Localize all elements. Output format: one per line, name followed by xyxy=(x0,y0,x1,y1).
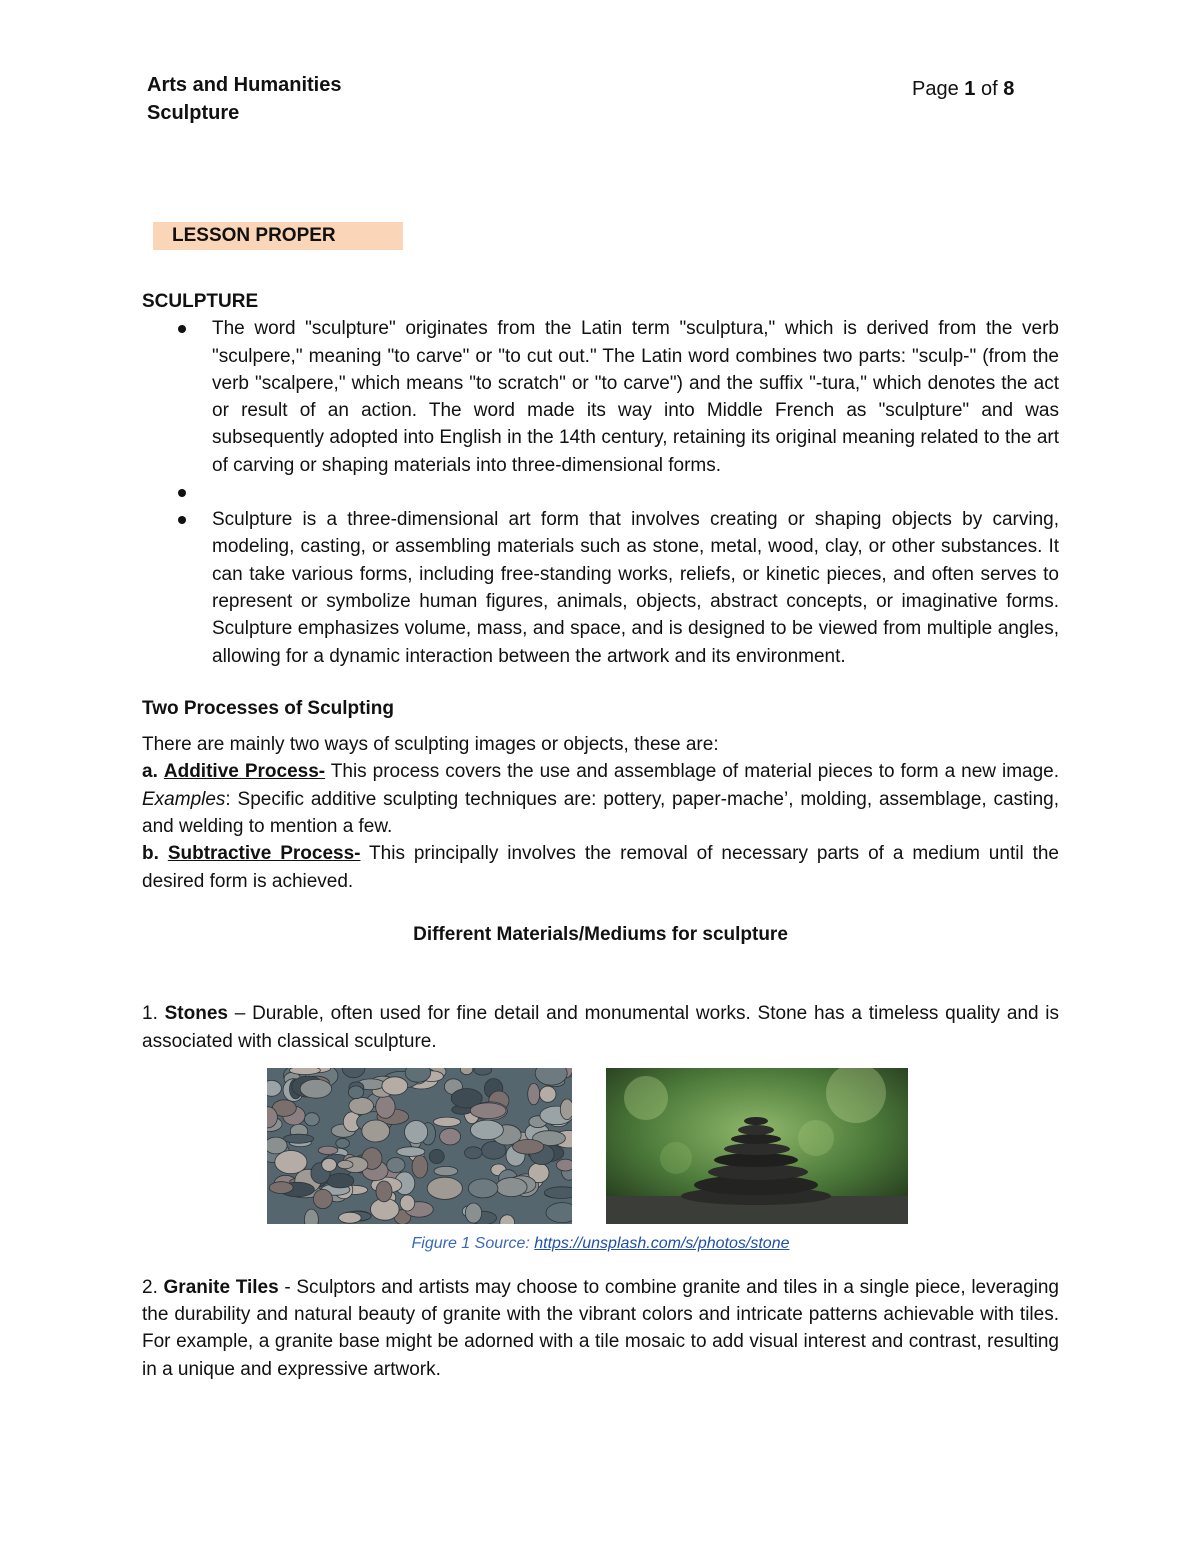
materials-title: Different Materials/Mediums for sculpture xyxy=(413,923,788,945)
additive-term: Additive Process- xyxy=(163,761,326,783)
lesson-proper-banner: LESSON PROPER xyxy=(153,222,403,250)
caption-link[interactable]: https://unsplash.com/s/photos/stone xyxy=(534,1234,790,1252)
subtractive-term: Subtractive Process- xyxy=(167,843,361,865)
subtractive-prefix: b. xyxy=(142,843,159,865)
subtractive-text: This principally involves the removal of necessary parts of a medium until the desired form is achieved. xyxy=(142,843,1059,892)
stone-cairn-image xyxy=(606,1068,908,1224)
material-granite-tiles xyxy=(142,1274,1059,1383)
granite-term: Granite Tiles xyxy=(163,1276,279,1298)
bullet-list xyxy=(142,315,1059,670)
bullet-etymology: The word "sculpture" originates from the Latin term "sculptura," which is derived from the verb "sculpere," meaning "to carve" or "to cut out." The Latin word combines two parts: "sculp-" (from the verb "scalpere," which means "to scratch" or "to carve") and the suffix "-tura," which denotes the act or result of an action. The word made its way into Middle French as "sculpture" and was subsequently adopted into English in the 14th century, retaining its original meaning related to the art of carving or shaping materials into three-dimensional forms. xyxy=(142,315,1059,479)
main-content xyxy=(142,288,1059,1383)
processes-intro: There are mainly two ways of sculpting images or objects, these are: xyxy=(142,734,719,756)
processes-title: Two Processes of Sculpting xyxy=(142,697,394,719)
pebbles-illustration xyxy=(267,1068,572,1224)
stones-term: Stones xyxy=(164,1003,228,1025)
granite-number: 2. xyxy=(142,1276,158,1298)
cairn-illustration xyxy=(606,1068,908,1224)
pebbles-image xyxy=(267,1068,572,1224)
course-title: Arts and Humanities xyxy=(147,74,342,96)
additive-prefix: a. xyxy=(142,761,158,783)
caption-prefix: Figure 1 Source: xyxy=(411,1234,535,1252)
additive-process xyxy=(142,758,1059,840)
stones-number: 1. xyxy=(142,1003,158,1025)
page-total: 8 xyxy=(1003,78,1015,100)
page-label: Page xyxy=(912,78,959,100)
bullet-gap xyxy=(142,479,1059,506)
additive-text: This process covers the use and assemblage of material pieces to form a new image. xyxy=(325,761,1060,783)
material-stones xyxy=(142,1000,1059,1055)
bullet-definition: Sculpture is a three-dimensional art form that involves creating or shaping objects by carving, modeling, casting, or assembling materials such as stone, metal, wood, clay, or other substances. It can take various forms, including free-standing works, reliefs, or kinetic pieces, and often serves to represent or symbolize human figures, animals, objects, abstract concepts, or imaginative forms. Sculpture emphasizes volume, mass, and space, and is designed to be viewed from multiple angles, allowing for a dynamic interaction between the artwork and its environment. xyxy=(142,506,1059,670)
topic-title: Sculpture xyxy=(147,102,240,124)
stones-text: – Durable, often used for fine detail and monumental works. Stone has a timeless quality and is associated with classical sculpture. xyxy=(142,1003,1059,1052)
page-of: of xyxy=(980,78,998,100)
figure-1 xyxy=(142,1068,1059,1268)
granite-text: - Sculptors and artists may choose to combine granite and tiles in a single piece, leveraging the durability and natural beauty of granite with the vibrant colors and intricate patterns achievable with tiles. For example, a granite base might be adorned with a tile mosaic to add visual interest and contrast, resulting in a unique and expressive artwork. xyxy=(142,1276,1059,1380)
subtractive-process xyxy=(142,840,1059,895)
header-left xyxy=(147,71,341,127)
examples-label: Examples xyxy=(142,788,226,810)
page-current: 1 xyxy=(964,78,976,100)
figure-caption xyxy=(142,1230,1059,1257)
section-title: SCULPTURE xyxy=(142,291,259,312)
page-number xyxy=(912,75,1014,103)
examples-text: : Specific additive sculpting techniques are: pottery, paper-mache’, molding, assemblage, casting, and welding to mention a few. xyxy=(142,788,1059,838)
